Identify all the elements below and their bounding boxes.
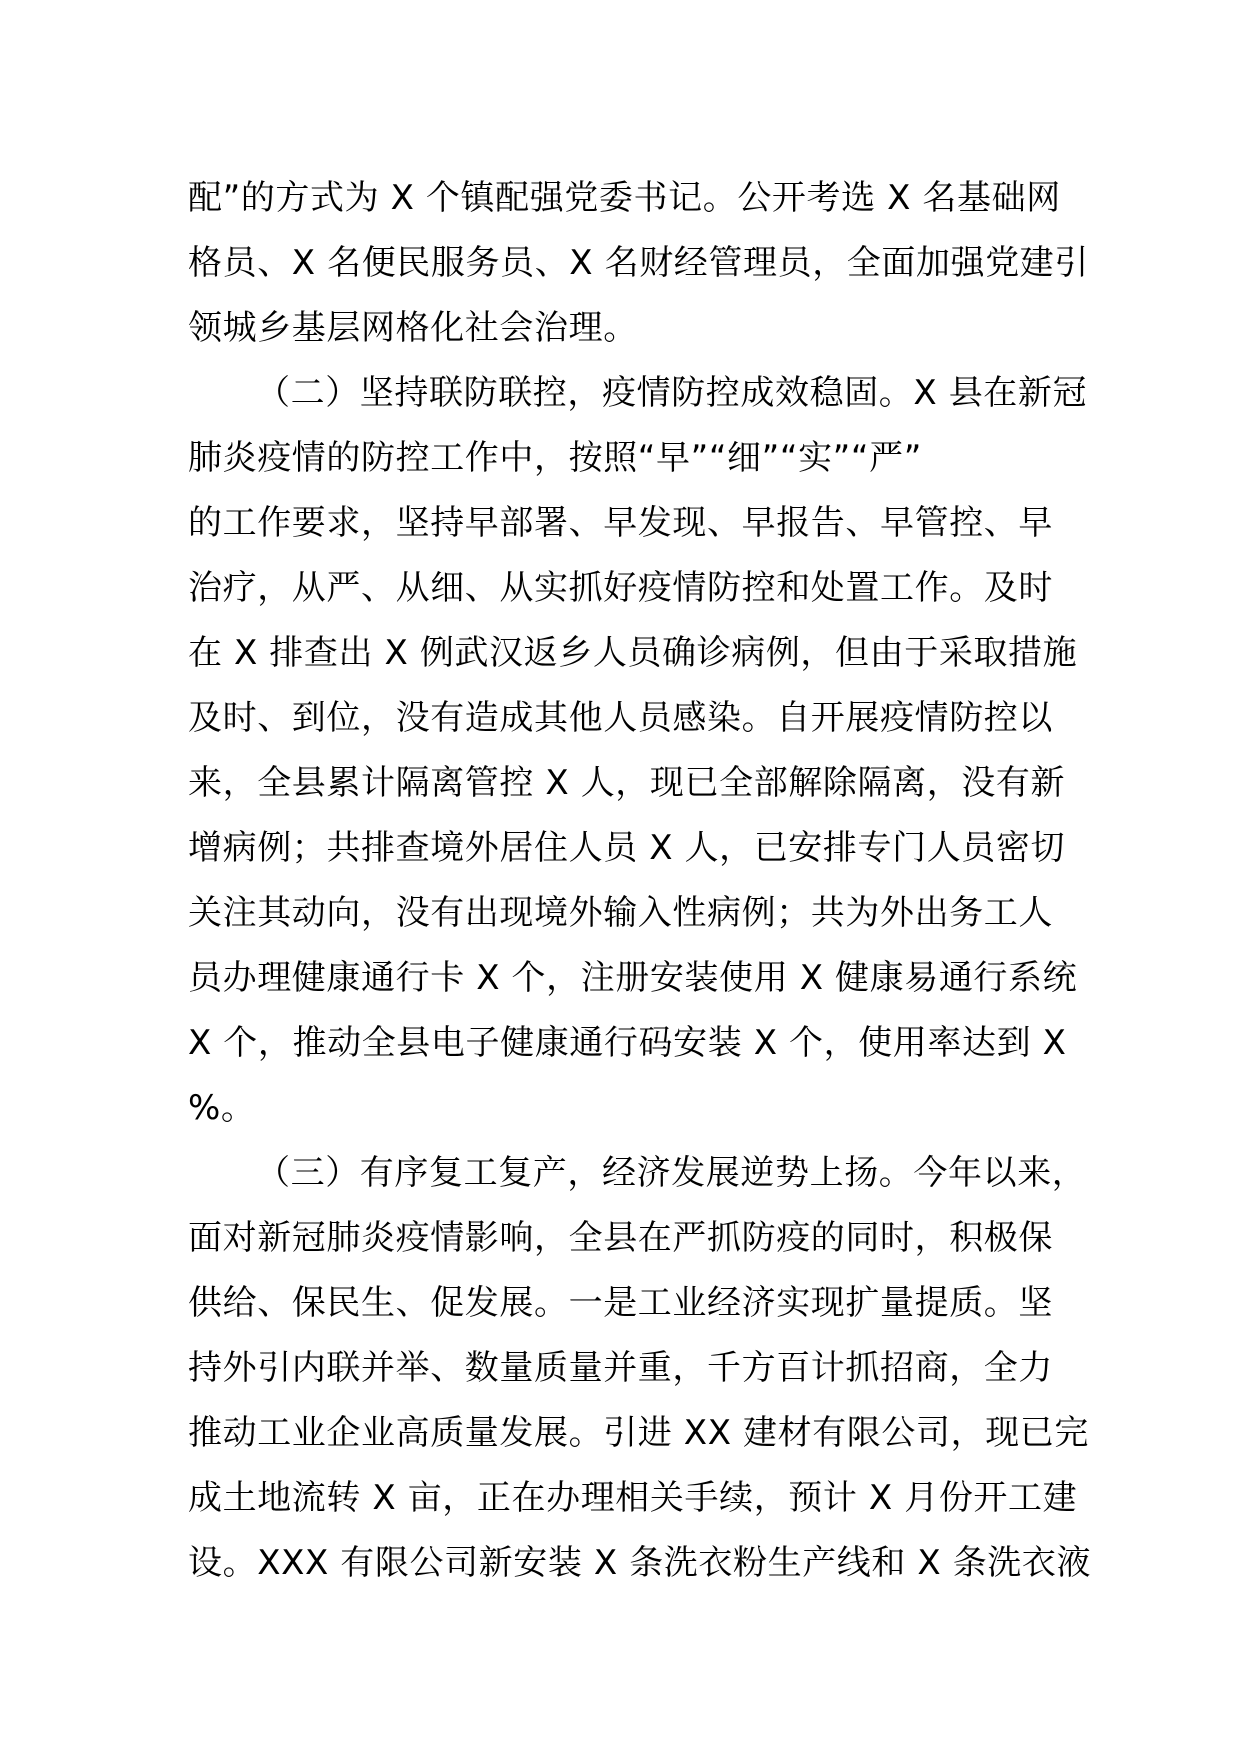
text-line: 关注其动向，没有出现境外输入性病例；共为外出务工人 bbox=[188, 893, 1053, 933]
text-line: 格员、X 名便民服务员、X 名财经管理员，全面加强党建引 bbox=[188, 243, 1089, 283]
text-line: 治疗，从严、从细、从实抓好疫情防控和处置工作。及时 bbox=[188, 568, 1053, 608]
text-line: 肺炎疫情的防控工作中，按照“早”“细”“实”“严” bbox=[188, 438, 922, 478]
text-line: 推动工业企业高质量发展。引进 XX 建材有限公司，现已完 bbox=[188, 1413, 1089, 1453]
text-line: 设。XXX 有限公司新安装 X 条洗衣粉生产线和 X 条洗衣液 bbox=[188, 1543, 1092, 1583]
text-line: 持外引内联并举、数量质量并重，千方百计抓招商，全力 bbox=[188, 1348, 1053, 1388]
text-line: %。 bbox=[188, 1088, 256, 1128]
body-text bbox=[188, 166, 1092, 1596]
text-line: 领城乡基层网格化社会治理。 bbox=[188, 308, 638, 348]
section-heading-line: （二）坚持联防联控，疫情防控成效稳固。X 县在新冠 bbox=[256, 373, 1088, 413]
text-line: X 个，推动全县电子健康通行码安装 X 个，使用率达到 X bbox=[188, 1023, 1067, 1063]
text-line: 的工作要求，坚持早部署、早发现、早报告、早管控、早 bbox=[188, 503, 1053, 543]
text-line: 供给、保民生、促发展。一是工业经济实现扩量提质。坚 bbox=[188, 1283, 1053, 1323]
text-line: 面对新冠肺炎疫情影响，全县在严抓防疫的同时，积极保 bbox=[188, 1218, 1053, 1258]
text-line: 成土地流转 X 亩，正在办理相关手续，预计 X 月份开工建 bbox=[188, 1478, 1078, 1518]
section-heading-line: （三）有序复工复产，经济发展逆势上扬。今年以来， bbox=[256, 1153, 1087, 1193]
text-line: 来，全县累计隔离管控 X 人，现已全部解除隔离，没有新 bbox=[188, 763, 1066, 803]
text-line: 在 X 排查出 X 例武汉返乡人员确诊病例，但由于采取措施 bbox=[188, 633, 1078, 673]
text-line: 员办理健康通行卡 X 个，注册安装使用 X 健康易通行系统 bbox=[188, 958, 1078, 998]
text-line: 增病例；共排查境外居住人员 X 人，已安排专门人员密切 bbox=[188, 828, 1066, 868]
text-line: 配”的方式为 X 个镇配强党委书记。公开考选 X 名基础网 bbox=[188, 178, 1061, 218]
text-line: 及时、到位，没有造成其他人员感染。自开展疫情防控以 bbox=[188, 698, 1053, 738]
